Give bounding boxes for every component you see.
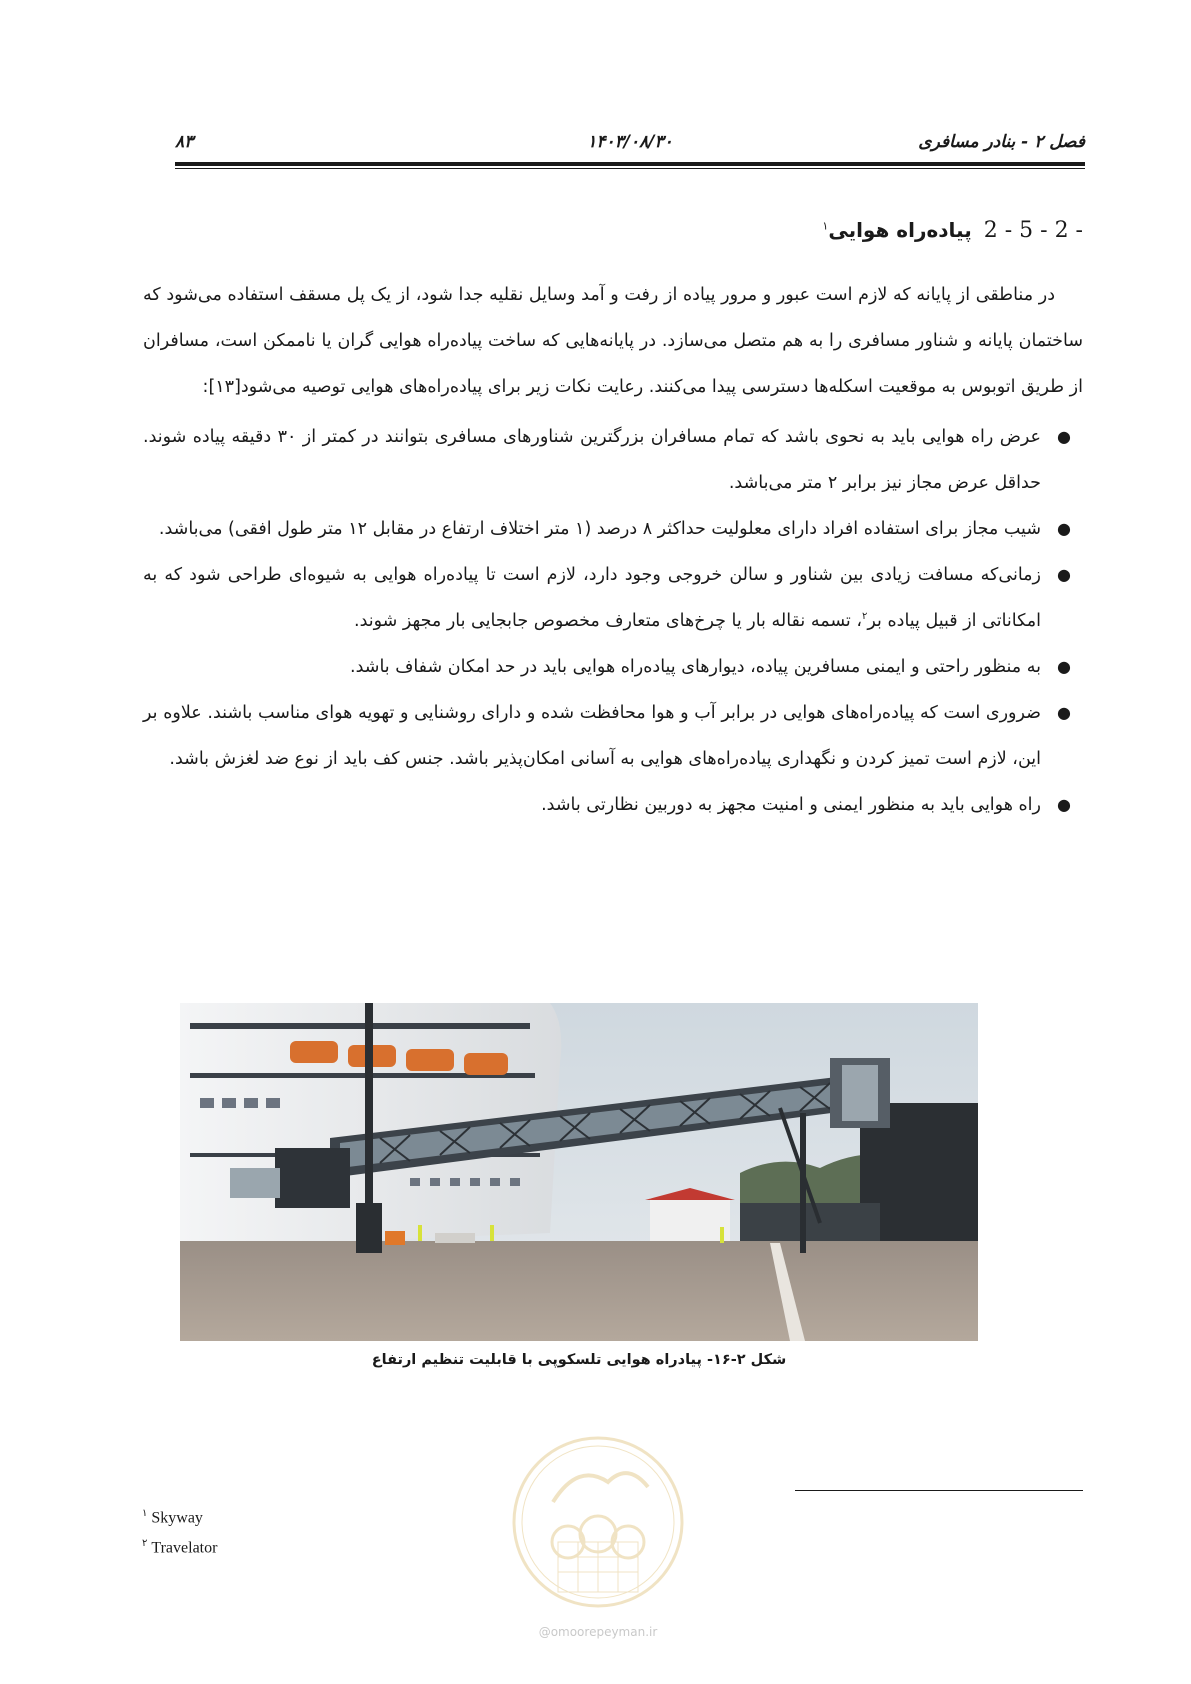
watermark-handle: @omoorepeyman.ir <box>538 1625 658 1639</box>
bullet-icon: ● <box>1057 427 1071 446</box>
list-item: ● زمانی‌که مسافت زیادی بین شناور و سالن خروجی وجود دارد، لازم است تا پیاده‌راه هوایی به شیوه‌ای طراحی شود که به امکاناتی از قبیل پیاده بر$^۲$، تسمه نقاله بار یا چرخ‌های متعارف مخصوص جابجایی بار مجهز شوند. <box>143 552 1083 644</box>
list-item: ● شیب مجاز برای استفاده افراد دارای معلولیت حداکثر ۸ درصد (۱ متر اختلاف ارتفاع در مقابل ۱۲ متر طول افقی) می‌باشد. <box>143 506 1083 552</box>
footnote-rule <box>795 1490 1083 1491</box>
watermark-logo <box>508 1432 688 1612</box>
footnote-text: Skyway <box>151 1509 203 1527</box>
header-date: ۱۴۰۳/۰۸/۳۰ <box>587 132 673 152</box>
section-footnote-mark: ۱ <box>822 219 829 233</box>
intro-paragraph: در مناطقی از پایانه که لازم است عبور و مرور پیاده از رفت و آمد وسایل نقلیه جدا شود، از یک پل مسقف استفاده می‌شود که ساختمان پایانه و شناور مسافری را به هم متصل می‌سازد. در پایانه‌هایی که ساخت پیاده‌راه هوایی گران یا ناممکن است، مسافران از طریق اتوبوس به موقعیت اسکله‌ها دسترسی پیدا می‌کنند. رعایت نکات زیر برای پیاده‌راه‌های هوایی توصیه می‌شود[۱۳]: <box>143 285 1083 397</box>
footnote-1 <box>142 1508 203 1527</box>
running-header <box>175 128 1085 158</box>
figure-caption: شکل ۲-۱۶- پیادراه هوایی تلسکوپی با قابلیت تنظیم ارتفاع <box>371 1352 787 1368</box>
footnote-mark: ۲ <box>862 611 868 623</box>
header-rule-thin <box>175 168 1085 169</box>
list-item: ● راه هوایی باید به منظور ایمنی و امنیت مجهز به دوربین نظارتی باشد. <box>143 782 1083 828</box>
list-item: ● عرض راه هوایی باید به نحوی باشد که تمام مسافران بزرگترین شناورهای مسافری بتوانند در کمتر از ۳۰ دقیقه پیاده شوند. حداقل عرض مجاز نیز برابر ۲ متر می‌باشد. <box>143 414 1083 506</box>
list-item: ● به منظور راحتی و ایمنی مسافرین پیاده، دیوارهای پیاده‌راه هوایی باید در حد امکان شفاف باشد. <box>143 644 1083 690</box>
chapter-title: فصل ۲ - بنادر مسافری <box>918 132 1085 152</box>
section-heading <box>822 218 1083 243</box>
skyway-illustration <box>180 1003 978 1341</box>
recommendation-list <box>143 414 1083 828</box>
section-number: 2 - 5 - 2 - <box>983 218 1083 243</box>
skyway-photo <box>180 1003 978 1341</box>
bullet-icon: ● <box>1057 519 1071 538</box>
section-title: پیاده‌راه هوایی <box>828 218 972 242</box>
body-text <box>143 272 1083 828</box>
page-number: ۸۳ <box>175 132 194 152</box>
footnote-mark: ۲ <box>142 1538 148 1549</box>
bullet-icon: ● <box>1057 703 1071 722</box>
bullet-icon: ● <box>1057 795 1071 814</box>
footnote-mark: ۱ <box>142 1508 148 1519</box>
bullet-icon: ● <box>1057 657 1071 676</box>
footnote-text: Travelator <box>151 1539 218 1557</box>
list-item: ● ضروری است که پیاده‌راه‌های هوایی در برابر آب و هوا محافظت شده و دارای روشنایی و تهویه هوای مناسب باشند. علاوه بر این، لازم است تمیز کردن و نگهداری پیاده‌راه‌های هوایی به آسانی امکان‌پذیر باشد. جنس کف باید از نوع ضد لغزش باشد. <box>143 690 1083 782</box>
bullet-icon: ● <box>1057 565 1071 584</box>
footnote-2 <box>142 1538 217 1557</box>
header-rule-thick <box>175 162 1085 166</box>
